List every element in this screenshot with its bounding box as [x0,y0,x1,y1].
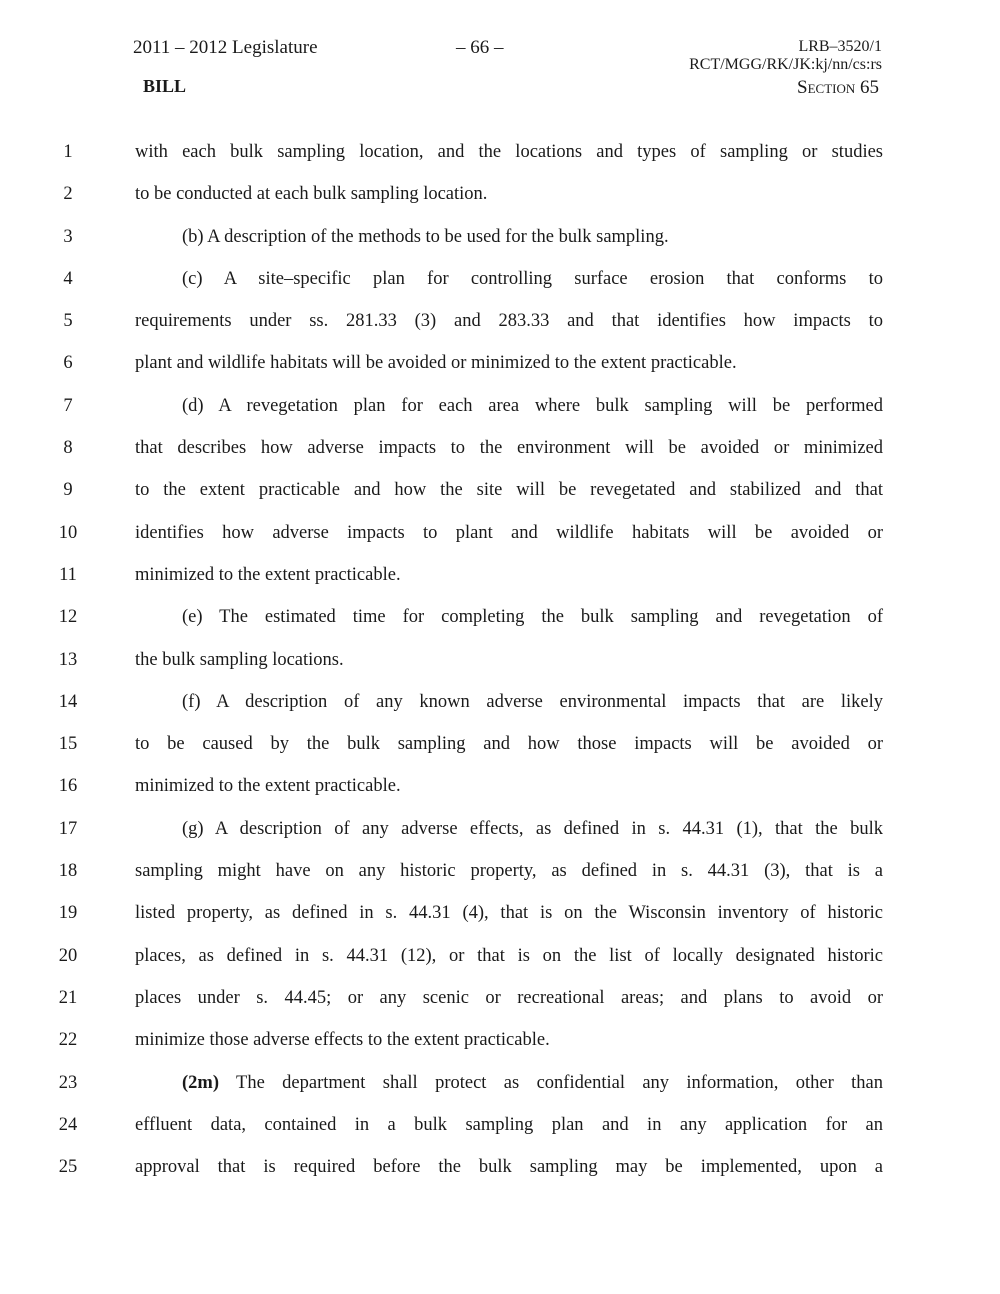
line-number: 11 [59,564,77,585]
line-number: 13 [58,649,78,670]
line-text: minimized to the extent practicable. [135,776,401,797]
legislature-label: 2011 – 2012 Legislature [133,37,318,58]
line-number: 10 [58,522,78,543]
line-number: 9 [63,480,73,501]
numbered-line [0,224,1000,266]
numbered-line [0,647,1000,689]
numbered-line [0,1154,1000,1196]
numbered-line [0,350,1000,392]
line-text-rest: The department shall protect as confidential any information, other than [218,1072,883,1093]
line-number: 3 [63,226,73,247]
line-number: 20 [58,945,78,966]
numbered-line [0,900,1000,942]
numbered-line [0,689,1000,731]
line-number: 23 [58,1072,78,1093]
line-number: 2 [63,184,73,205]
line-number: 15 [58,734,78,755]
subsection-label: (2m) [182,1072,219,1093]
numbered-line [0,139,1000,181]
line-text: the bulk sampling locations. [135,649,344,670]
line-text: approval that is required before the bulk sampling may be implemented, upon a [135,1157,883,1178]
line-text: (b) A description of the methods to be used for the bulk sampling. [182,226,669,247]
numbered-line [0,773,1000,815]
line-number: 14 [58,691,78,712]
line-number: 25 [58,1157,78,1178]
line-number: 4 [63,268,73,289]
line-number: 8 [63,438,73,459]
numbered-line [0,520,1000,562]
numbered-line [0,816,1000,858]
line-text: places, as defined in s. 44.31 (12), or that is on the list of locally designated historic [135,945,883,966]
numbered-line [0,1112,1000,1154]
numbered-line [0,985,1000,1027]
line-text: sampling might have on any historic property, as defined in s. 44.31 (3), that is a [135,861,883,882]
line-number: 5 [63,311,73,332]
line-text: minimize those adverse effects to the extent practicable. [135,1030,550,1051]
numbered-line [0,1027,1000,1069]
numbered-line [0,308,1000,350]
line-number: 18 [58,861,78,882]
line-number: 24 [58,1114,78,1135]
line-text: (e) The estimated time for completing the bulk sampling and revegetation of [182,607,883,628]
numbered-line [0,858,1000,900]
line-text: to the extent practicable and how the site will be revegetated and stabilized and that [135,480,883,501]
numbered-line [0,1070,1000,1112]
numbered-line [0,604,1000,646]
line-number: 17 [58,818,78,839]
line-number: 7 [63,395,73,416]
line-text: to be caused by the bulk sampling and how those impacts will be avoided or [135,734,883,755]
line-text: effluent data, contained in a bulk sampling plan and in any application for an [135,1114,883,1135]
numbered-line [0,393,1000,435]
line-number: 6 [63,353,73,374]
line-text: (d) A revegetation plan for each area where bulk sampling will be performed [182,395,883,416]
line-text: plant and wildlife habitats will be avoided or minimized to the extent practicable. [135,353,737,374]
page-number: – 66 – [456,37,504,58]
line-number: 22 [58,1030,78,1051]
line-text: with each bulk sampling location, and the locations and types of sampling or studies [135,142,883,162]
drafter-codes: RCT/MGG/RK/JK:kj/nn/cs:rs [689,56,882,73]
numbered-line [0,181,1000,223]
numbered-line [0,266,1000,308]
line-text: to be conducted at each bulk sampling location. [135,184,488,205]
numbered-line [0,943,1000,985]
line-number: 1 [63,142,73,162]
line-text: requirements under ss. 281.33 (3) and 283.33 and that identifies how impacts to [135,311,883,332]
numbered-line [0,477,1000,519]
document-type: BILL [143,76,187,96]
bill-body [0,139,1000,1196]
numbered-line [0,435,1000,477]
line-text: that describes how adverse impacts to the environment will be avoided or minimized [135,438,883,459]
lrb-number: LRB–3520/1 [798,38,882,55]
line-number: 16 [58,776,78,797]
line-text: (g) A description of any adverse effects, as defined in s. 44.31 (1), that the bulk [182,818,883,839]
line-text: (f) A description of any known adverse environmental impacts that are likely [182,691,883,712]
section-label: Section 65 [797,77,879,98]
numbered-line [0,562,1000,604]
line-text: places under s. 44.45; or any scenic or recreational areas; and plans to avoid or [135,987,883,1008]
line-text: listed property, as defined in s. 44.31 (4), that is on the Wisconsin inventory of historic [135,903,883,924]
numbered-line [0,731,1000,773]
line-text [182,1070,883,1096]
line-text: identifies how adverse impacts to plant and wildlife habitats will be avoided or [135,522,883,543]
line-number: 12 [58,607,78,628]
line-text: minimized to the extent practicable. [135,564,401,585]
line-text: (c) A site–specific plan for controlling surface erosion that conforms to [182,268,883,289]
line-number: 21 [58,987,78,1008]
line-number: 19 [58,903,78,924]
